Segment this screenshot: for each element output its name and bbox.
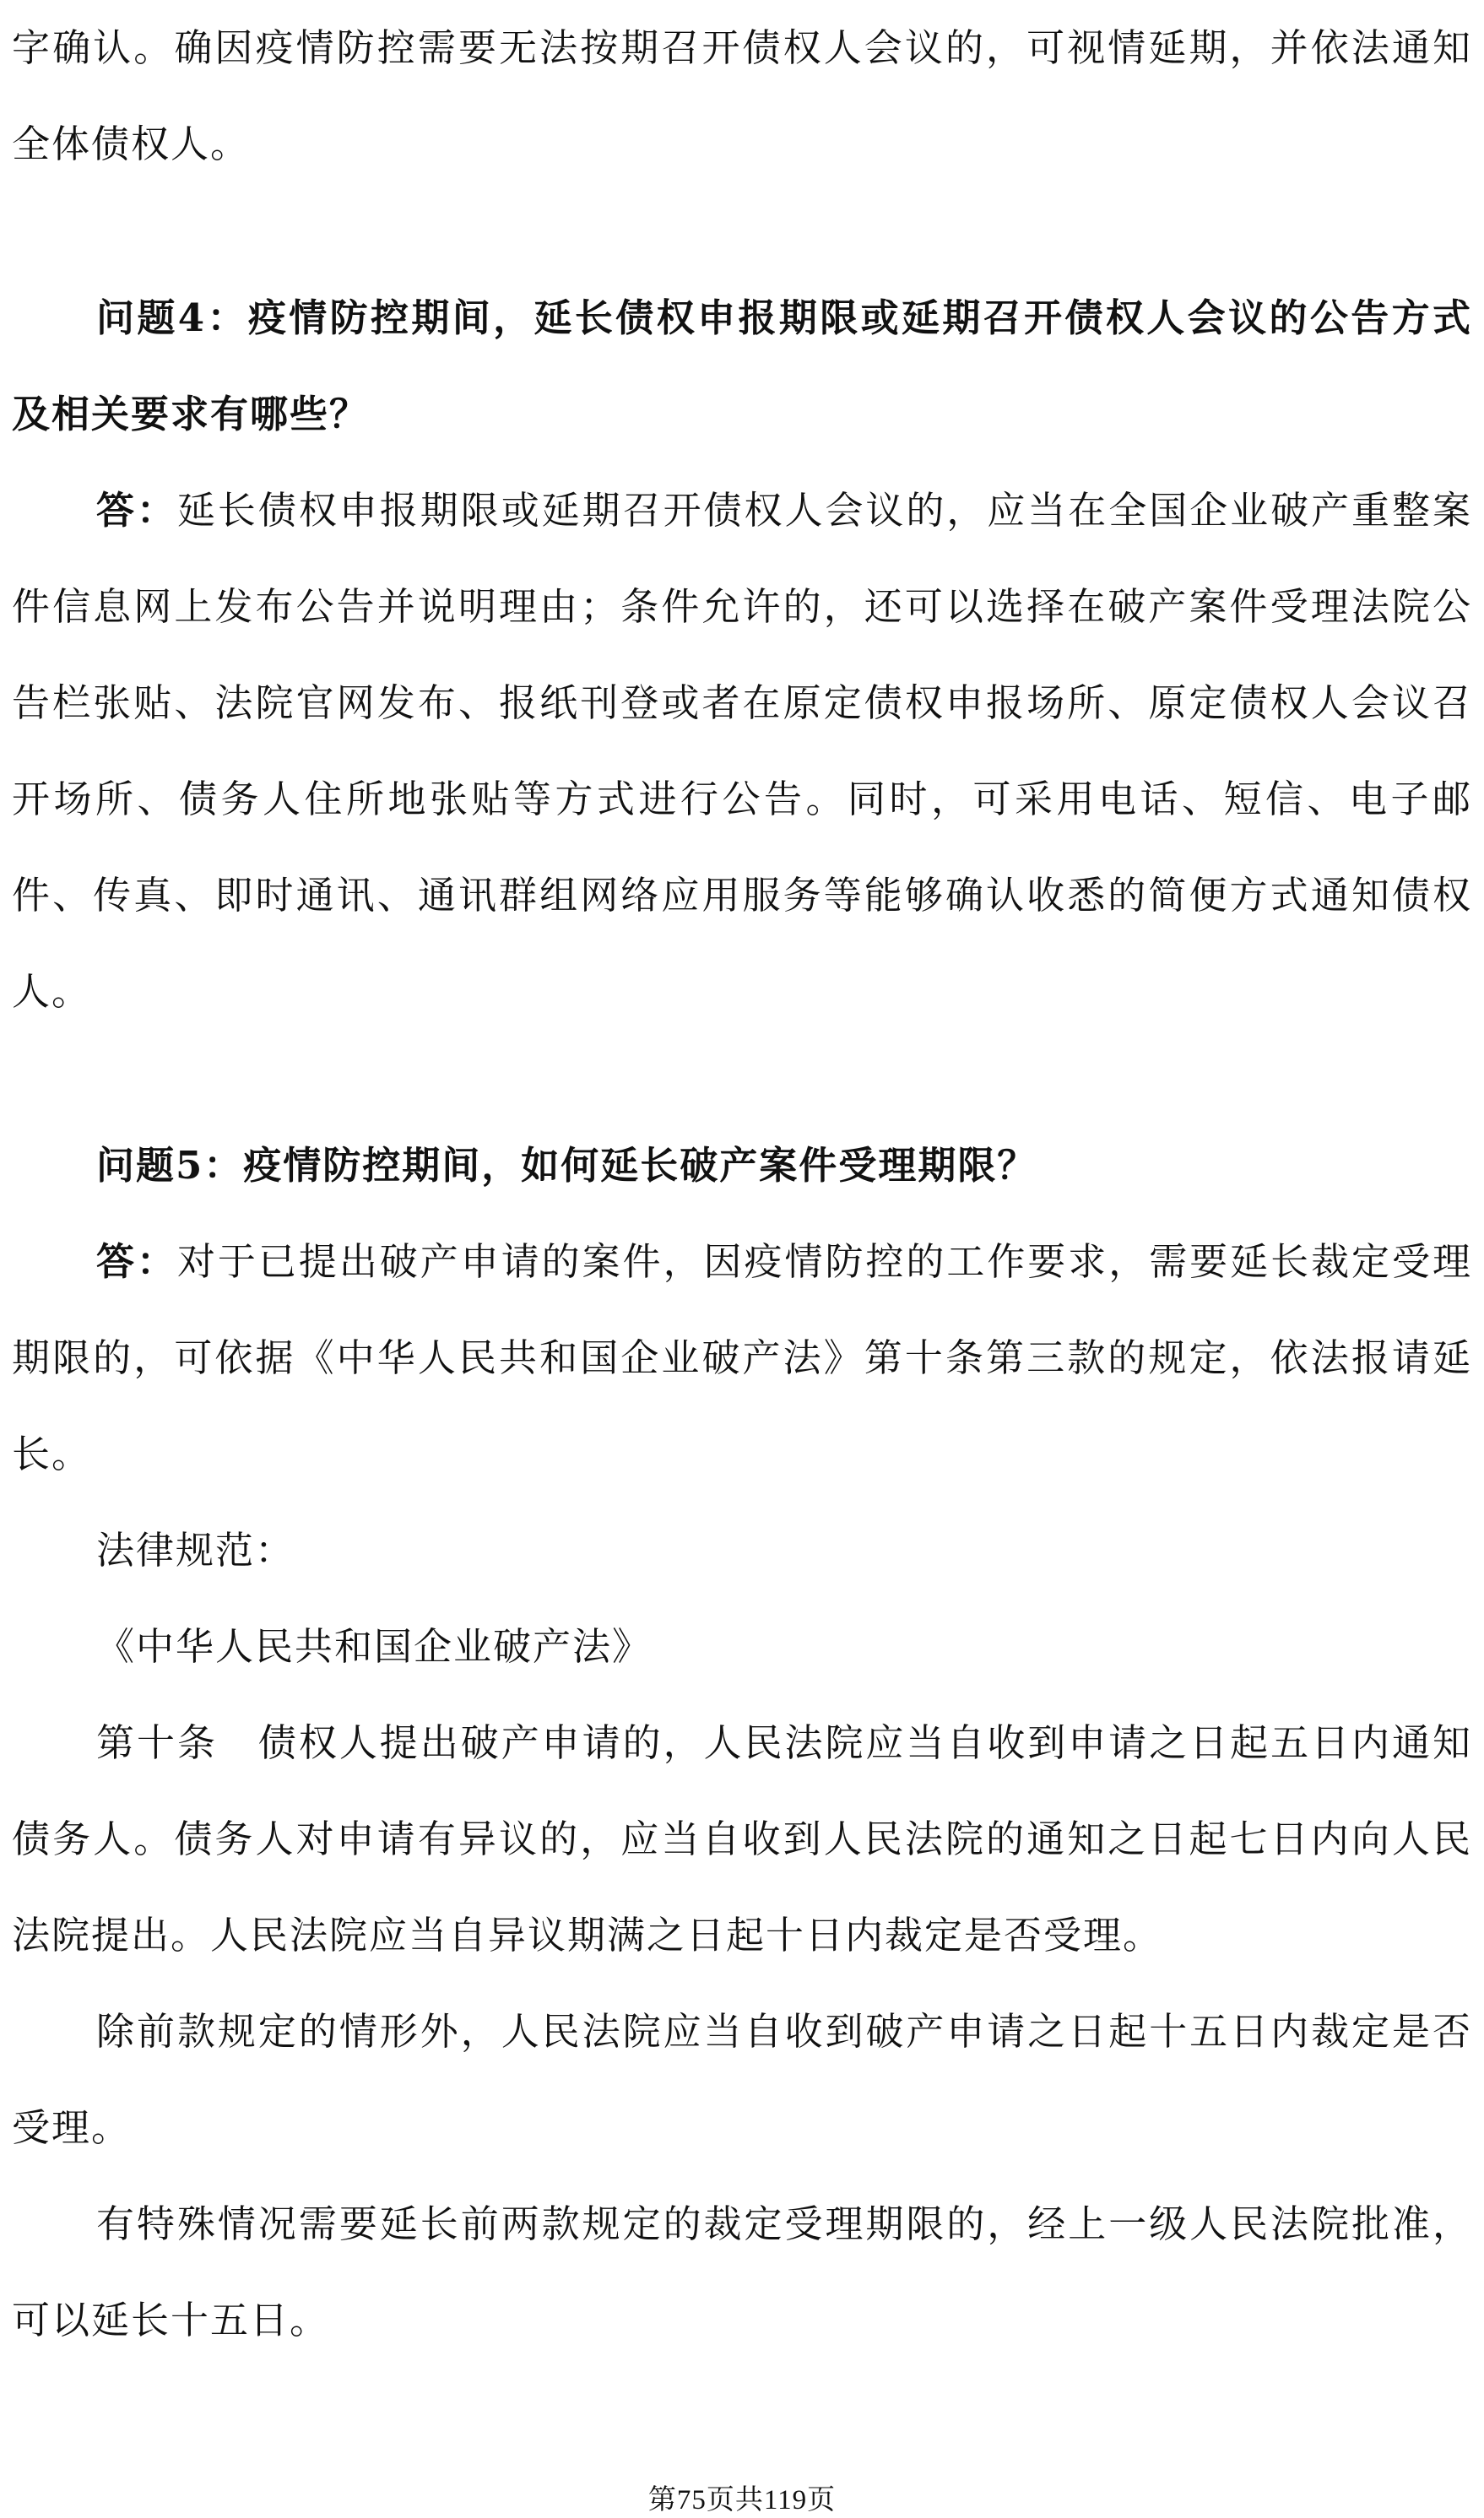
article-10-paragraph-1: 第十条 债权人提出破产申请的，人民法院应当自收到申请之日起五日内通知债务人。债务人对申请有异议的，应当自收到人民法院的通知之日起七日内向人民法院提出。人民法院应当自异议期满之日起十日内裁定是否受理。 (12, 1720, 1472, 1958)
answer-text: 对于已提出破产申请的案件，因疫情防控的工作要求，需要延长裁定受理期限的，可依据《中华人民共和国企业破产法》第十条第三款的规定，依法报请延长。 (12, 1239, 1472, 1476)
question-4-answer (12, 463, 1472, 1040)
answer-label: 答： (96, 488, 177, 533)
footer-current-page: 75 (676, 2485, 707, 2515)
legal-norm-label: 法律规范： (96, 1528, 295, 1573)
question-4-title: 问题4：疫情防控期间，延长债权申报期限或延期召开债权人会议的公告方式及相关要求有哪些？ (12, 295, 1472, 436)
footer-prefix: 第 (647, 2483, 677, 2515)
footer-suffix: 页 (807, 2483, 837, 2515)
question-5-title: 问题5：疫情防控期间，如何延长破产案件受理期限？ (96, 1143, 1037, 1188)
answer-text: 延长债权申报期限或延期召开债权人会议的，应当在全国企业破产重整案件信息网上发布公告并说明理由；条件允许的，还可以选择在破产案件受理法院公告栏张贴、法院官网发布、报纸刊登或者在原定债权申报场所、原定债权人会议召开场所、债务人住所地张贴等方式进行公告。同时，可采用电话、短信、电子邮件、传真、即时通讯、通讯群组网络应用服务等能够确认收悉的简便方式通知债权人。 (12, 488, 1472, 1014)
article-10-paragraph-2: 除前款规定的情形外，人民法院应当自收到破产申请之日起十五日内裁定是否受理。 (12, 2009, 1472, 2150)
footer-middle: 页共 (706, 2483, 764, 2515)
document-page (12, 0, 1472, 2517)
question-5-answer (12, 1214, 1472, 1503)
page-footer (0, 2482, 1484, 2518)
article-10-paragraph-3: 有特殊情况需要延长前两款规定的裁定受理期限的，经上一级人民法院批准，可以延长十五日。 (12, 2201, 1472, 2342)
answer-label: 答： (96, 1239, 177, 1284)
footer-total-pages: 119 (763, 2485, 808, 2515)
law-name: 《中华人民共和国企业破产法》 (96, 1624, 653, 1669)
paragraph-continuation: 字确认。确因疫情防控需要无法按期召开债权人会议的，可视情延期，并依法通知全体债权人。 (12, 25, 1472, 166)
